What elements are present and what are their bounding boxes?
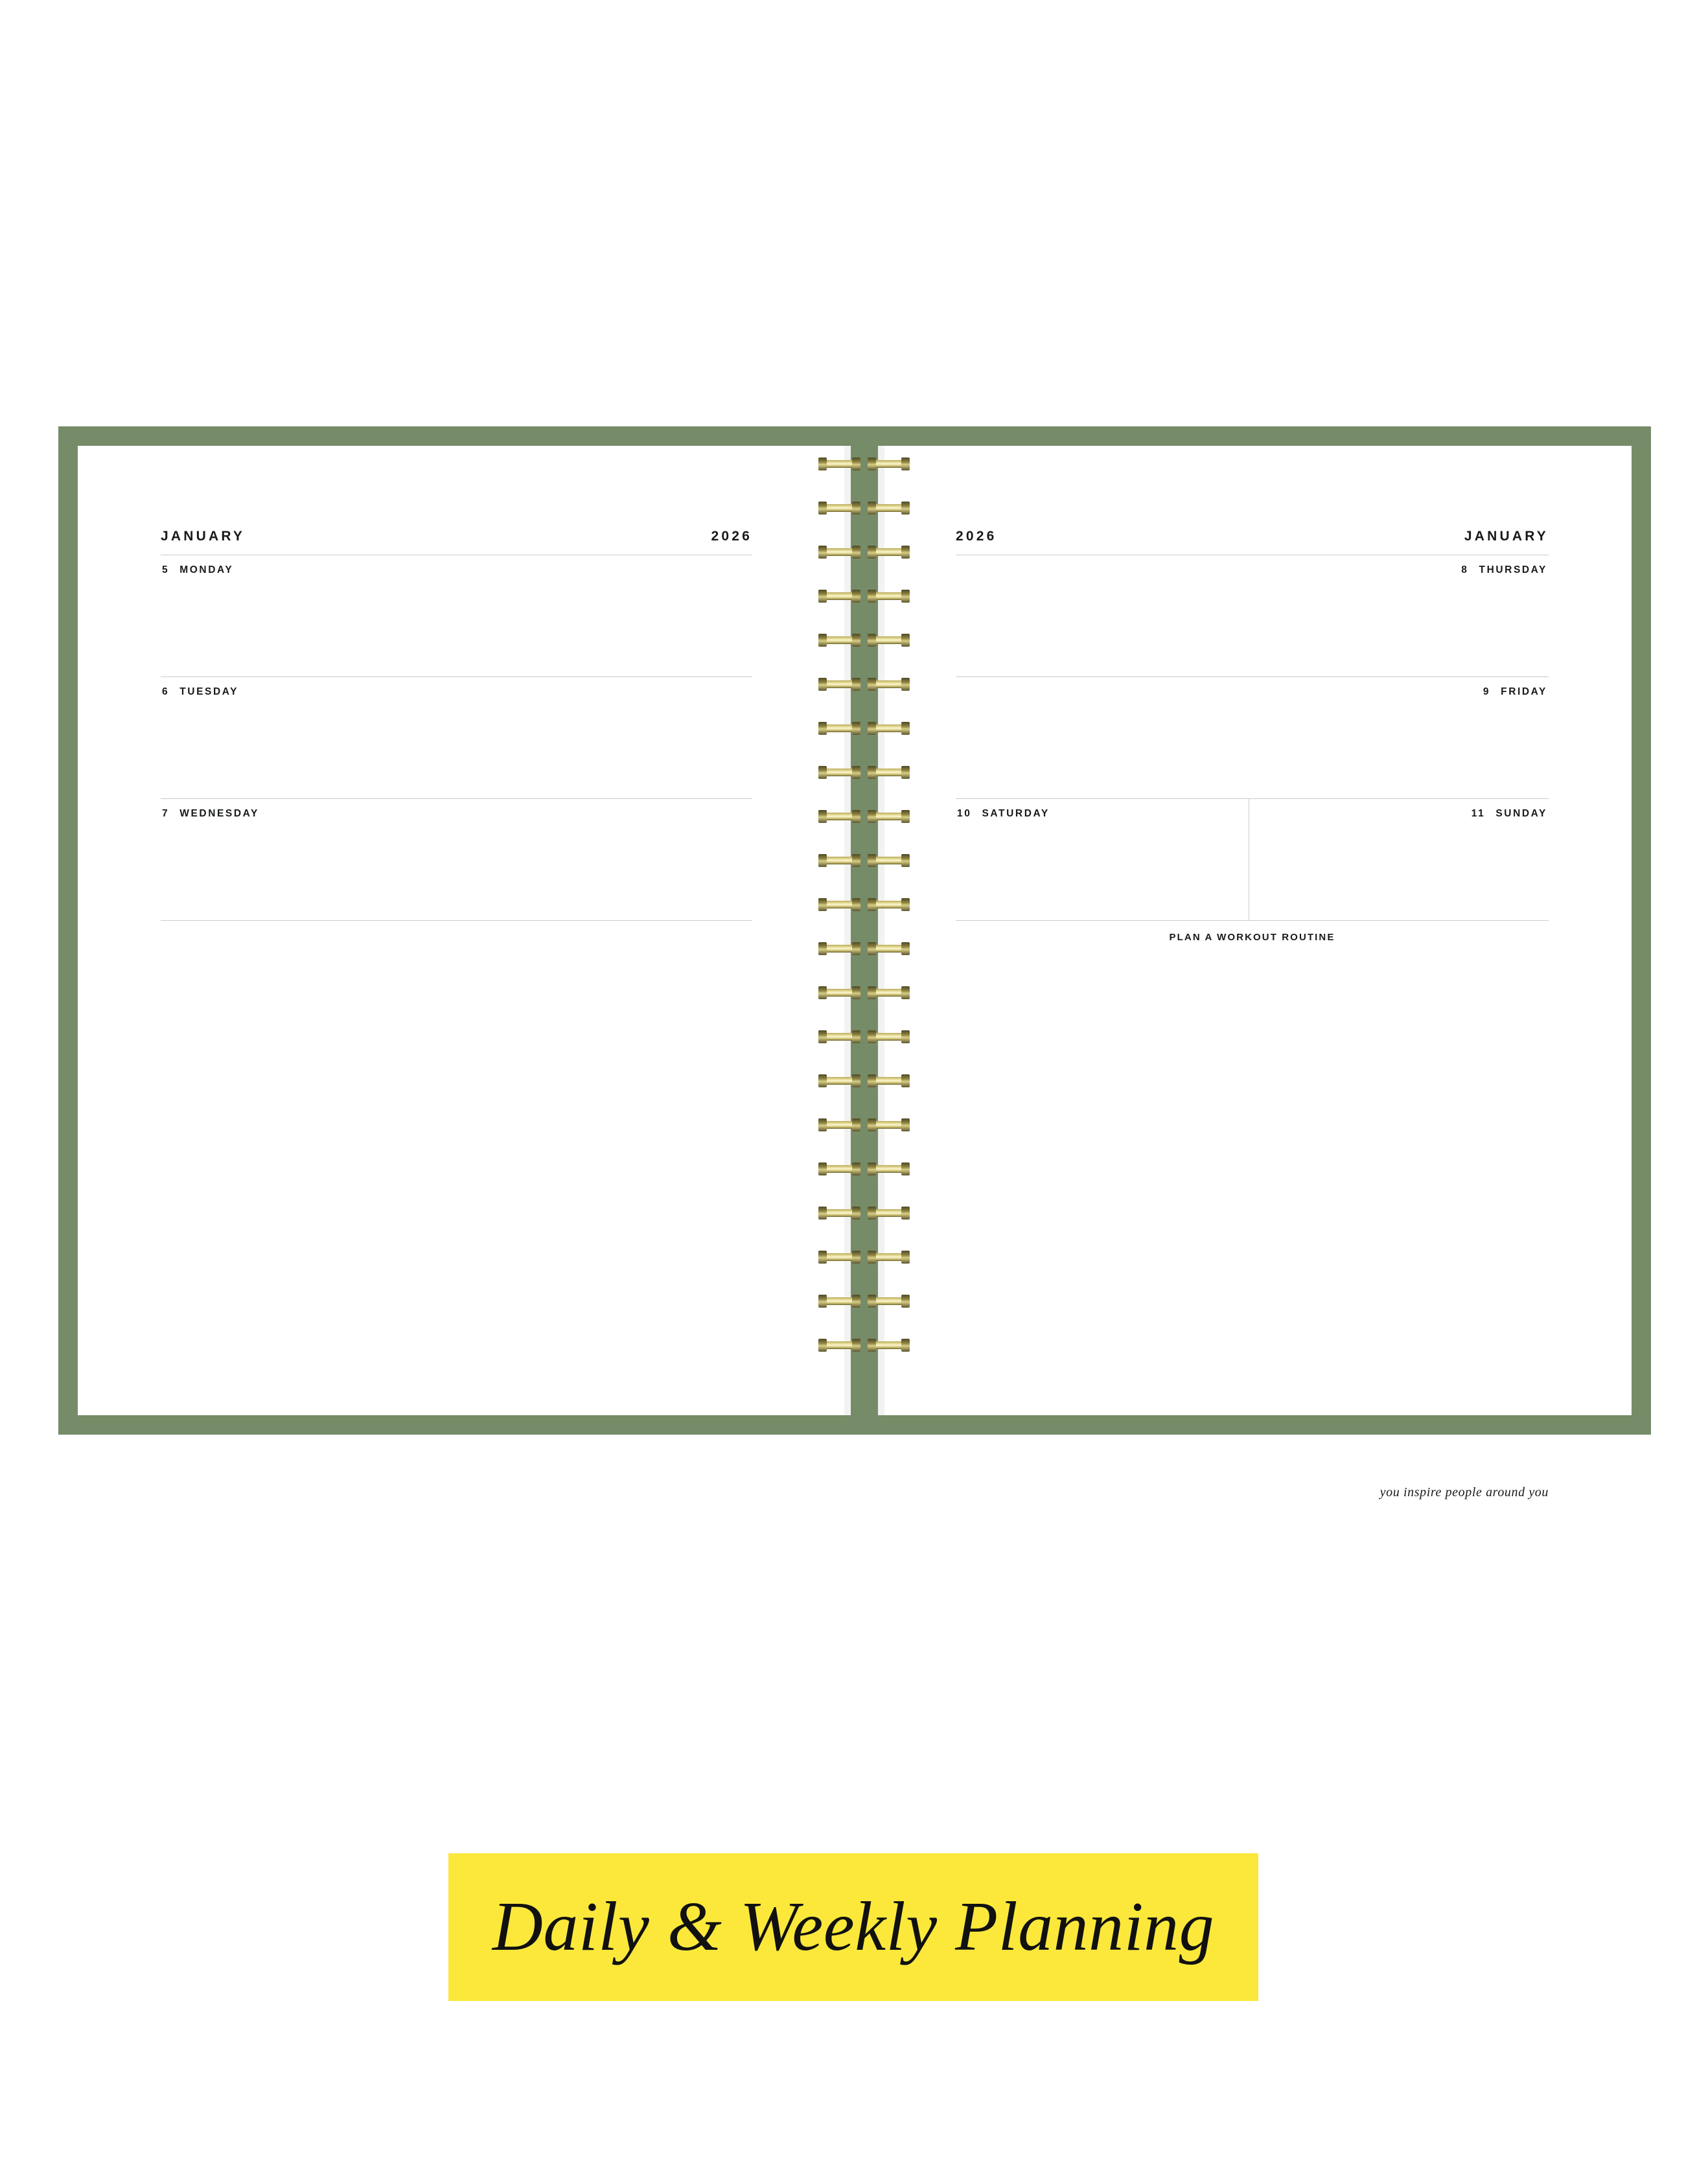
spiral-coil bbox=[813, 1295, 916, 1308]
day-name-thursday: THURSDAY bbox=[1479, 564, 1547, 575]
inspirational-quote: you inspire people around you bbox=[1379, 1485, 1549, 1499]
spiral-coil bbox=[813, 1118, 916, 1131]
spiral-coil bbox=[813, 590, 916, 603]
caption-title: Daily & Weekly Planning bbox=[492, 1888, 1215, 1965]
day-number-thursday: 8 bbox=[1461, 564, 1469, 575]
spiral-coil bbox=[813, 854, 916, 867]
planner-right-page bbox=[917, 446, 1632, 1499]
day-entry-thursday[interactable] bbox=[956, 555, 1549, 677]
right-header-year: 2026 bbox=[956, 529, 997, 544]
spiral-coil bbox=[813, 1074, 916, 1087]
day-label-wednesday bbox=[162, 808, 259, 820]
day-number-monday: 5 bbox=[162, 564, 170, 575]
left-page-header bbox=[161, 527, 752, 546]
day-entry-tuesday[interactable] bbox=[161, 677, 752, 798]
day-name-friday: FRIDAY bbox=[1501, 686, 1547, 697]
left-header-month: JANUARY bbox=[161, 529, 246, 544]
day-label-saturday bbox=[957, 808, 1050, 820]
day-name-monday: MONDAY bbox=[179, 564, 234, 575]
day-entry-wednesday[interactable] bbox=[161, 798, 752, 920]
day-label-monday bbox=[162, 564, 233, 576]
left-page-bottom-rule bbox=[161, 920, 752, 921]
day-number-wednesday: 7 bbox=[162, 808, 170, 819]
spiral-coil bbox=[813, 722, 916, 735]
spiral-coil bbox=[813, 457, 916, 470]
day-label-sunday bbox=[1471, 808, 1547, 820]
spiral-coil bbox=[813, 678, 916, 691]
right-page-header bbox=[956, 527, 1549, 546]
day-number-saturday: 10 bbox=[957, 808, 972, 819]
day-name-wednesday: WEDNESDAY bbox=[179, 808, 259, 819]
spiral-coil bbox=[813, 766, 916, 779]
left-header-year: 2026 bbox=[711, 529, 752, 544]
day-number-tuesday: 6 bbox=[162, 686, 170, 697]
spiral-coil bbox=[813, 546, 916, 559]
day-number-sunday: 11 bbox=[1471, 808, 1486, 819]
footer-task-note: PLAN A WORKOUT ROUTINE bbox=[1169, 932, 1335, 943]
planner-left-page bbox=[78, 446, 812, 1415]
spiral-coil bbox=[813, 1030, 916, 1043]
spiral-coil bbox=[813, 942, 916, 955]
day-entry-friday[interactable] bbox=[956, 677, 1549, 798]
day-entry-weekend[interactable] bbox=[956, 798, 1549, 920]
right-header-month: JANUARY bbox=[1464, 529, 1549, 544]
right-page-bottom-rule bbox=[956, 920, 1549, 921]
day-label-thursday bbox=[1461, 564, 1547, 576]
spiral-binding bbox=[812, 426, 917, 1435]
day-name-saturday: SATURDAY bbox=[982, 808, 1050, 819]
day-name-sunday: SUNDAY bbox=[1495, 808, 1547, 819]
day-label-friday bbox=[1483, 686, 1547, 698]
spiral-coil bbox=[813, 810, 916, 823]
day-entry-monday[interactable] bbox=[161, 555, 752, 677]
spiral-coil bbox=[813, 986, 916, 999]
spiral-coil bbox=[813, 898, 916, 911]
spiral-coil bbox=[813, 1207, 916, 1220]
day-number-friday: 9 bbox=[1483, 686, 1491, 697]
planner-spread bbox=[58, 426, 1651, 1499]
spiral-coil bbox=[813, 1339, 916, 1352]
left-page-content bbox=[78, 446, 812, 1415]
spiral-coil bbox=[813, 1251, 916, 1264]
spiral-coil bbox=[813, 502, 916, 515]
day-name-tuesday: TUESDAY bbox=[179, 686, 239, 697]
spiral-coil bbox=[813, 1162, 916, 1175]
caption-banner bbox=[448, 1853, 1258, 2001]
day-label-tuesday bbox=[162, 686, 238, 698]
right-page-content bbox=[917, 446, 1632, 1499]
spiral-coil bbox=[813, 634, 916, 647]
